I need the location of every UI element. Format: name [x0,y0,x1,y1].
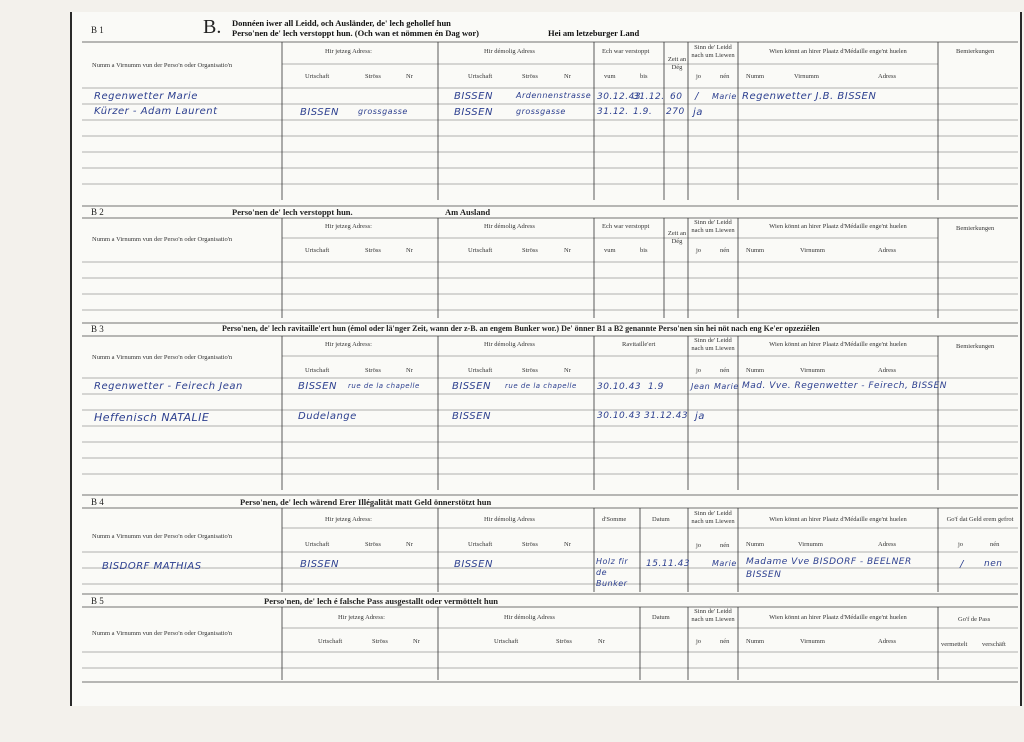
col-jo: jo [696,247,702,254]
col-vum: vum [604,247,616,254]
col-remarks: Bemierkungen [956,48,995,55]
b4-row1-former-town: BISSEN [454,559,493,570]
form-letter: B. [203,16,222,38]
b1-row1-days: 60 [670,92,683,102]
col-suffered: Sinn de' Leidd nach um Liewen [691,608,735,623]
b1-row1-name: Regenwetter Marie [94,91,198,102]
col-stross: Ströss [522,247,538,254]
col-nr: Nr [598,638,605,645]
col-urtschaft: Urtschaft [468,247,493,254]
b1-row1-former-town: BISSEN [454,91,493,102]
b1-row2-current-town: BISSEN [300,107,339,118]
b1-row1-to: 31.12. [633,92,665,102]
b1-row1-former-street: Ardennenstrasse [516,91,592,100]
b1-row2-current-street: grossgasse [358,107,408,116]
section-b3-id: B 3 [91,324,104,334]
col-nr: Nr [406,73,413,80]
col-nr: Nr [564,367,571,374]
b3-row1-alive-yes: Jean [691,382,711,391]
col-zeit: Zeit an Dég [667,56,687,71]
col-got-back: Go'f dat Geld erem gefrot [946,516,1014,523]
col-nr: Nr [406,541,413,548]
col-virnumm: Virnumm [800,638,825,645]
col-nen: nén [720,247,730,254]
b3-row1-alive-no: Marie [714,382,739,391]
col-medal: Wien könnt an hirer Plaatz d'Médaille enge'nt huelen [769,614,907,621]
col-stross: Ströss [365,367,381,374]
col-vermettelt: vermettelt [941,641,968,648]
col-current-address: Hir jetzeg Adress: [325,341,372,348]
col-jo: jo [958,541,964,548]
col-remarks: Bemierkungen [956,225,995,232]
col-nr: Nr [564,73,571,80]
col-urtschaft: Urtschaft [468,73,493,80]
section-b5-label: Perso'nen, de' lech é falsche Pass ausgestallt oder vermöttelt hun [264,596,499,606]
col-stross: Ströss [522,541,538,548]
form-title-line1: Donnéen iwer all Leidd, och Ausländer, de' lech gehollef hun [232,18,451,28]
col-nr: Nr [406,367,413,374]
col-suffered: Sinn de' Leidd nach um Liewen [691,44,735,59]
b3-row2-current-town: Dudelange [298,411,357,422]
col-jo: jo [696,638,702,645]
col-adress: Adress [878,638,897,645]
b3-row1-current-town: BISSEN [298,381,337,392]
col-adress: Adress [878,73,897,80]
col-medal: Wien könnt an hirer Plaatz d'Médaille enge'nt huelen [769,48,907,55]
col-numm: Numm [746,367,765,374]
section-b4-label: Perso'nen, de' lech wärend Erer Illégalität matt Geld önnerstötzt hun [240,497,492,507]
col-numm: Numm [746,541,765,548]
col-zeit: Zeit an Dég [667,230,687,245]
section-b1-id: B 1 [91,25,104,35]
col-pass: Go'f de Pass [958,616,991,623]
b4-row1-somme: Holz fir de Bunker [596,557,629,588]
b3-row1-to: 1.9 [648,382,664,392]
col-virnumm: Virnumm [794,73,819,80]
col-stross: Ströss [522,367,538,374]
b3-row2-alive-yes: ja [695,411,705,422]
col-virnumm: Virnumm [800,367,825,374]
col-stross: Ströss [522,73,538,80]
col-nr: Nr [413,638,420,645]
col-name: Numm a Virnumm vun der Perso'n oder Organisatio'n [92,630,233,637]
col-virnumm: Virnumm [798,541,823,548]
b1-row2-days: 270 [666,107,685,117]
section-b3-label: Perso'nen, de' lech ravitaille'ert hun (émol oder lä'nger Zeit, wann der z-B. an engem Bunker wor.) De' önner B1 a B2 genannte Perso'nen sin hei nöt nach eng Ke'er opzeziélen [222,324,820,333]
col-urtschaft: Urtschaft [318,638,343,645]
col-nen: nén [990,541,1000,548]
col-former-address: Hir démolig Adress [484,516,535,523]
col-current-address: Hir jetzeg Adress: [325,48,372,55]
col-former-address: Hir démolig Adress [484,48,535,55]
section-b2-label: Perso'nen de' lech verstoppt hun. [232,207,353,217]
section-b2-subtitle: Am Ausland [445,207,491,217]
col-stross: Ströss [365,541,381,548]
col-stross: Ströss [556,638,572,645]
col-nen: nén [720,638,730,645]
col-hidden: Ech war verstoppt [602,223,650,230]
col-numm: Numm [746,73,765,80]
b3-row1-former-town: BISSEN [452,381,491,392]
col-suffered: Sinn de' Leidd nach um Liewen [691,510,735,525]
col-urtschaft: Urtschaft [305,541,330,548]
col-urtschaft: Urtschaft [305,367,330,374]
b1-row1-alive-no: Marie [712,92,737,101]
col-verschaft: verschäft [982,641,1006,648]
col-former-address: Hir démolig Adress [504,614,555,621]
col-urtschaft: Urtschaft [494,638,519,645]
col-former-address: Hir démolig Adress [484,223,535,230]
b3-row2-former-town: BISSEN [452,411,491,422]
col-remarks: Bemierkungen [956,343,995,350]
b4-row1-name: BISDORF MATHIAS [102,561,202,572]
col-hidden: Ech war verstoppt [602,48,650,55]
section-b4-id: B 4 [91,497,104,507]
col-current-address: Hir jetzeg Adress: [325,223,372,230]
col-stross: Ströss [365,73,381,80]
col-name: Numm a Virnumm vun der Perso'n oder Organisatio'n [92,62,233,69]
b4-row1-got-back-jo: / [960,559,964,570]
col-numm: Numm [746,638,765,645]
col-stross: Ströss [372,638,388,645]
col-medal: Wien könnt an hirer Plaatz d'Médaille enge'nt huelen [769,223,907,230]
b3-row1-from: 30.10.43 [597,382,642,392]
col-stross: Ströss [365,247,381,254]
col-bis: bis [640,73,648,80]
b1-row2-former-town: BISSEN [454,107,493,118]
b3-row2-from: 30.10.43 [597,411,642,421]
b4-row1-got-back-nen: nen [984,559,1003,569]
b3-row1-former-street: rue de la chapelle [505,382,577,390]
col-nr: Nr [406,247,413,254]
b3-row1-current-street: rue de la chapelle [348,382,420,390]
form-title-line2: Perso'nen de' lech verstoppt hun. (Och wan et nömmen én Dag wor) [232,28,479,38]
b4-row1-alive-no: Marie [712,559,737,568]
b1-row2-name: Kürzer - Adam Laurent [94,106,218,117]
b1-row1-medal: Regenwetter J.B. BISSEN [742,91,877,102]
b3-row2-name: Heffenisch NATALIE [94,411,210,424]
col-vum: vum [604,73,616,80]
col-adress: Adress [878,541,897,548]
col-name: Numm a Virnumm vun der Perso'n oder Organisatio'n [92,354,233,361]
b1-row2-to: 1.9. [633,107,653,117]
form-title-right: Hei am letzeburger Land [548,28,640,38]
col-ravitailleiert: Ravitaille'ert [622,341,656,348]
col-nen: nén [720,73,730,80]
col-datum: Datum [652,516,670,523]
b1-row2-former-street: grossgasse [516,107,566,116]
b4-row1-current-town: BISSEN [300,559,339,570]
col-virnumm: Virnumm [800,247,825,254]
col-jo: jo [696,73,702,80]
col-current-address: Hir jetzeg Adress: [325,516,372,523]
b3-row1-name: Regenwetter - Feirech Jean [94,381,243,392]
col-suffered: Sinn de' Leidd nach um Liewen [691,337,735,352]
col-urtschaft: Urtschaft [305,73,330,80]
col-somme: d'Somme [602,516,627,523]
b3-row2-to: 31.12.43 [644,411,689,421]
section-b5-id: B 5 [91,596,104,606]
col-urtschaft: Urtschaft [468,541,493,548]
b1-row1-alive-yes: / [695,91,699,102]
b1-row2-from: 31.12. [597,107,629,117]
b4-row1-medal: Madame Vve BISDORF - BEELNER BISSEN [746,557,912,580]
col-jo: jo [696,542,702,549]
b3-row1-medal: Mad. Vve. Regenwetter - Feirech, BISSEN [742,381,948,391]
section-b2-id: B 2 [91,207,104,217]
col-suffered: Sinn de' Leidd nach um Liewen [691,219,735,234]
col-nen: nén [720,367,730,374]
col-numm: Numm [746,247,765,254]
col-current-address: Hir jetzeg Adress: [338,614,385,621]
col-nr: Nr [564,247,571,254]
b1-row1-from: 30.12.43 [597,92,642,102]
col-nen: nén [720,542,730,549]
col-medal: Wien könnt an hirer Plaatz d'Médaille enge'nt huelen [769,341,907,348]
col-medal: Wien könnt an hirer Plaatz d'Médaille enge'nt huelen [769,516,907,523]
col-adress: Adress [878,367,897,374]
col-name: Numm a Virnumm vun der Perso'n oder Organisatio'n [92,236,233,243]
b4-row1-datum: 15.11.43 [646,559,691,569]
col-jo: jo [696,367,702,374]
col-nr: Nr [564,541,571,548]
col-urtschaft: Urtschaft [468,367,493,374]
b1-row2-alive-yes: ja [693,107,703,118]
col-former-address: Hir démolig Adress [484,341,535,348]
col-bis: bis [640,247,648,254]
col-name: Numm a Virnumm vun der Perso'n oder Organisatio'n [92,533,233,540]
col-adress: Adress [878,247,897,254]
col-datum: Datum [652,614,670,621]
col-urtschaft: Urtschaft [305,247,330,254]
